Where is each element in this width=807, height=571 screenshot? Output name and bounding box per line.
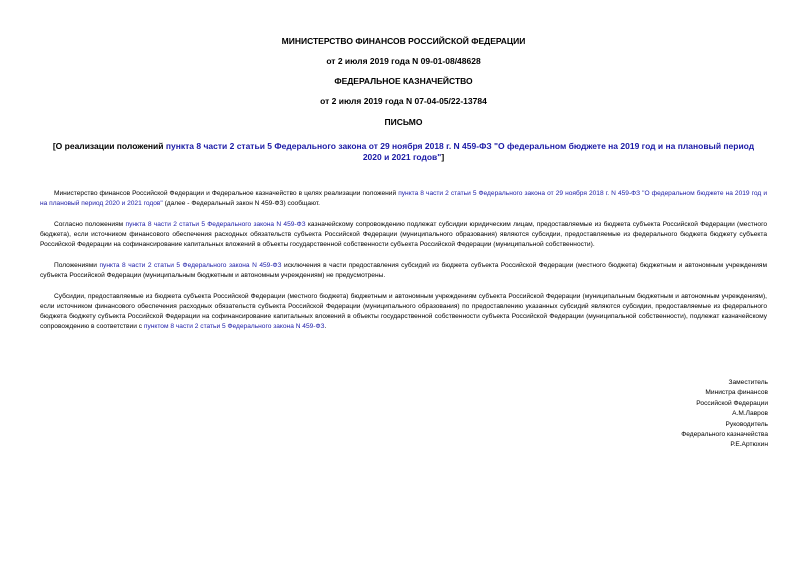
paragraph-1-text-b: (далее - Федеральный закон N 459-ФЗ) сообщают. [162,200,320,207]
letter-body [40,189,767,332]
signature-head-name: Р.Е.Артюхин [730,441,768,449]
treasury-title: ФЕДЕРАЛЬНОЕ КАЗНАЧЕЙСТВО [334,76,473,86]
document-subject [50,141,757,163]
signature-country: Российской Федерации [696,399,768,407]
paragraph-3-text-b: исключения в части предоставления субсидий из бюджета субъекта Российской Федерации (местного бюджета) бюджетным и автономным учреждениям субъекта Российской Федерации (муниципальным бюджетным и автономным учреждениям) не предусмотрены. [40,262,767,279]
paragraph-4-text-a: Субсидии, предоставляемые из бюджета субъекта Российской Федерации (местного бюджета) бюджетным и автономным учреждениям субъекта Российской Федерации (муниципальным бюджетным и автономным учреждениям), если источником финансового обеспечения расходных обязательств субъекта Российской Федерации (муниципального образования) по предоставлению указанных субсидий являются субсидии, предоставляемые из федерального бюджета бюджету субъекта Российской Федерации на софинансирование капитальных вложений в объекты государственной собственности субъекта Российской Федерации (муниципальной собственности), подлежат казначейскому сопровождению в соответствии с [40,293,767,330]
signature-head-title: Руководитель [725,420,768,428]
ministry-doc-number: от 2 июля 2019 года N 09-01-08/48628 [326,56,481,66]
ministry-title: МИНИСТЕРСТВО ФИНАНСОВ РОССИЙСКОЙ ФЕДЕРАЦИИ [281,36,526,46]
subject-law-link[interactable]: пункта 8 части 2 статьи 5 Федерального закона от 29 ноября 2018 г. N 459-ФЗ "О федеральном бюджете на 2019 год и на плановый период 2020 и 2021 годов" [165,141,755,162]
paragraph-4-text-b: . [324,323,327,330]
subject-suffix: ] [441,152,445,162]
signature-ministry-title: Министра финансов [705,389,768,397]
paragraph-4-law-link[interactable]: пунктом 8 части 2 статьи 5 Федерального закона N 459-ФЗ [143,323,325,330]
paragraph-4 [40,292,767,332]
paragraph-2-law-link[interactable]: пункта 8 части 2 статьи 5 Федерального закона N 459-ФЗ [125,221,306,228]
signature-block [681,378,768,451]
paragraph-3 [40,261,767,281]
paragraph-3-text-a: Положениями [54,262,100,269]
document-type: ПИСЬМО [384,117,423,127]
paragraph-2-text-a: Согласно положениям [54,221,126,228]
treasury-doc-number: от 2 июля 2019 года N 07-04-05/22-13784 [320,96,487,106]
signature-deputy-title: Заместитель [728,379,768,386]
paragraph-2 [40,220,767,250]
paragraph-3-law-link[interactable]: пункта 8 части 2 статьи 5 Федерального закона N 459-ФЗ [99,262,282,269]
signature-treasury-title: Федерального казначейства [681,431,768,439]
paragraph-2-text-b: казначейскому сопровождению подлежат субсидии юридическим лицам, предоставляемые из бюджета субъекта Российской Федерации (местного бюджета), если источником финансового обеспечения расходных обязательств субъекта Российской Федерации (муниципального образования) являются субсидии, предоставляемые из федерального бюджета бюджету субъекта Российской Федерации на софинансирование капитальных вложений в объекты государственной собственности субъекта Российской Федерации (муниципальной собственности). [40,221,768,248]
paragraph-1-law-link[interactable]: пункта 8 части 2 статьи 5 Федерального закона от 29 ноября 2018 г. N 459-ФЗ "О федеральном бюджете на 2019 год и на плановый период 2020 и 2021 годов" [40,190,767,207]
paragraph-1-text-a: Министерство финансов Российской Федерации и Федеральное казначейство в целях реализации положений [54,190,399,197]
paragraph-1 [40,189,767,209]
subject-prefix: [О реализации положений [52,141,166,151]
signature-deputy-name: А.М.Лавров [732,410,768,418]
